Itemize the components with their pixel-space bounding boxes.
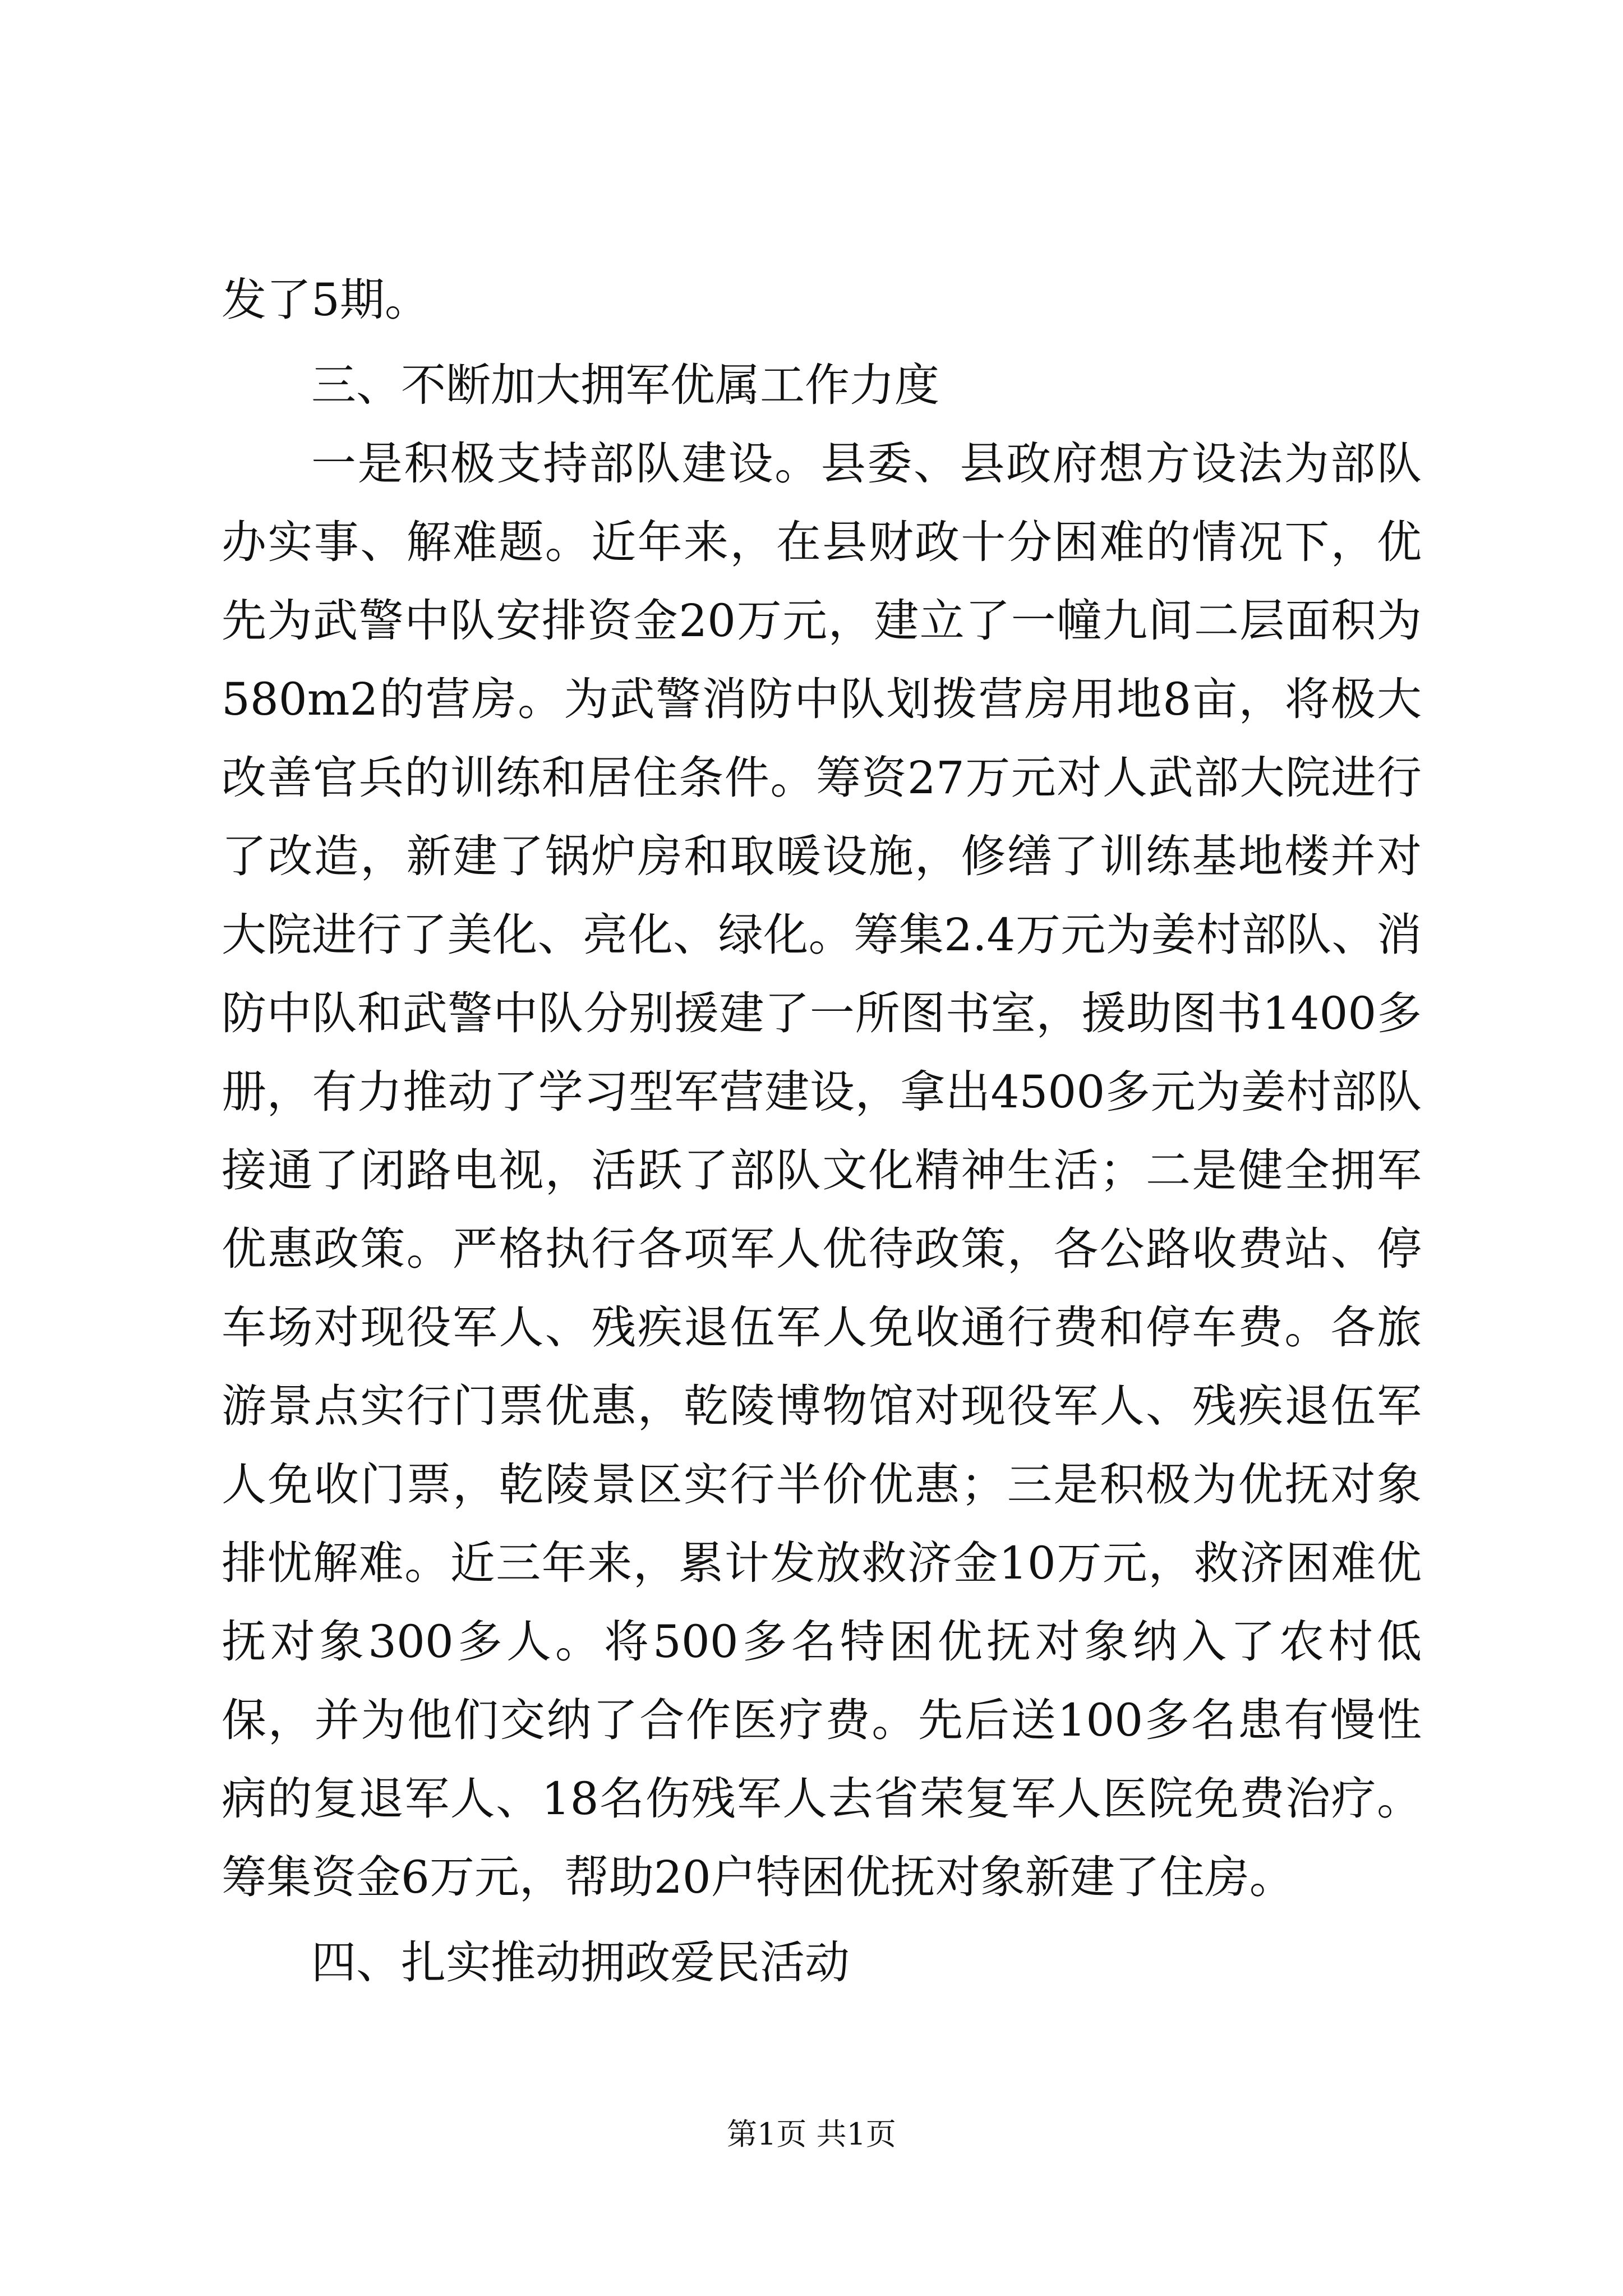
section-heading-four: 四、扎实推动拥政爱民活动 xyxy=(311,1936,850,1989)
section-heading-three: 三、不断加大拥军优属工作力度 xyxy=(311,359,939,411)
page-footer: 第1页 共1页 xyxy=(727,2116,896,2152)
document-body xyxy=(222,261,1422,2002)
paragraph-military-support: 一是积极支持部队建设。县委、县政府想方设法为部队办实事、解难题。近年来，在县财政十分困难的情况下，优先为武警中队安排资金20万元，建立了一幢九间二层面积为580m2的营房。为武警消防中队划拨营房用地8亩，将极大改善官兵的训练和居住条件。筹资27万元对人武部大院进行了改造，新建了锅炉房和取暖设施，修缮了训练基地楼并对大院进行了美化、亮化、绿化。筹集2.4万元为姜村部队、消防中队和武警中队分别援建了一所图书室，援助图书1400多册，有力推动了学习型军营建设，拿出4500多元为姜村部队接通了闭路电视，活跃了部队文化精神生活；二是健全拥军优惠政策。严格执行各项军人优待政策，各公路收费站、停车场对现役军人、残疾退伍军人免收通行费和停车费。各旅游景点实行门票优惠，乾陵博物馆对现役军人、残疾退伍军人免收门票，乾陵景区实行半价优惠；三是积极为优抚对象排忧解难。近三年来，累计发放救济金10万元，救济困难优抚对象300多人。将500多名特困优抚对象纳入了农村低保，并为他们交纳了合作医疗费。先后送100多名患有慢性病的复退军人、18名伤残军人去省荣复军人医院免费治疗。筹集资金6万元，帮助20户特困优抚对象新建了住房。 xyxy=(222,438,1422,1903)
paragraph-continuation: 发了5期。 xyxy=(222,274,430,326)
